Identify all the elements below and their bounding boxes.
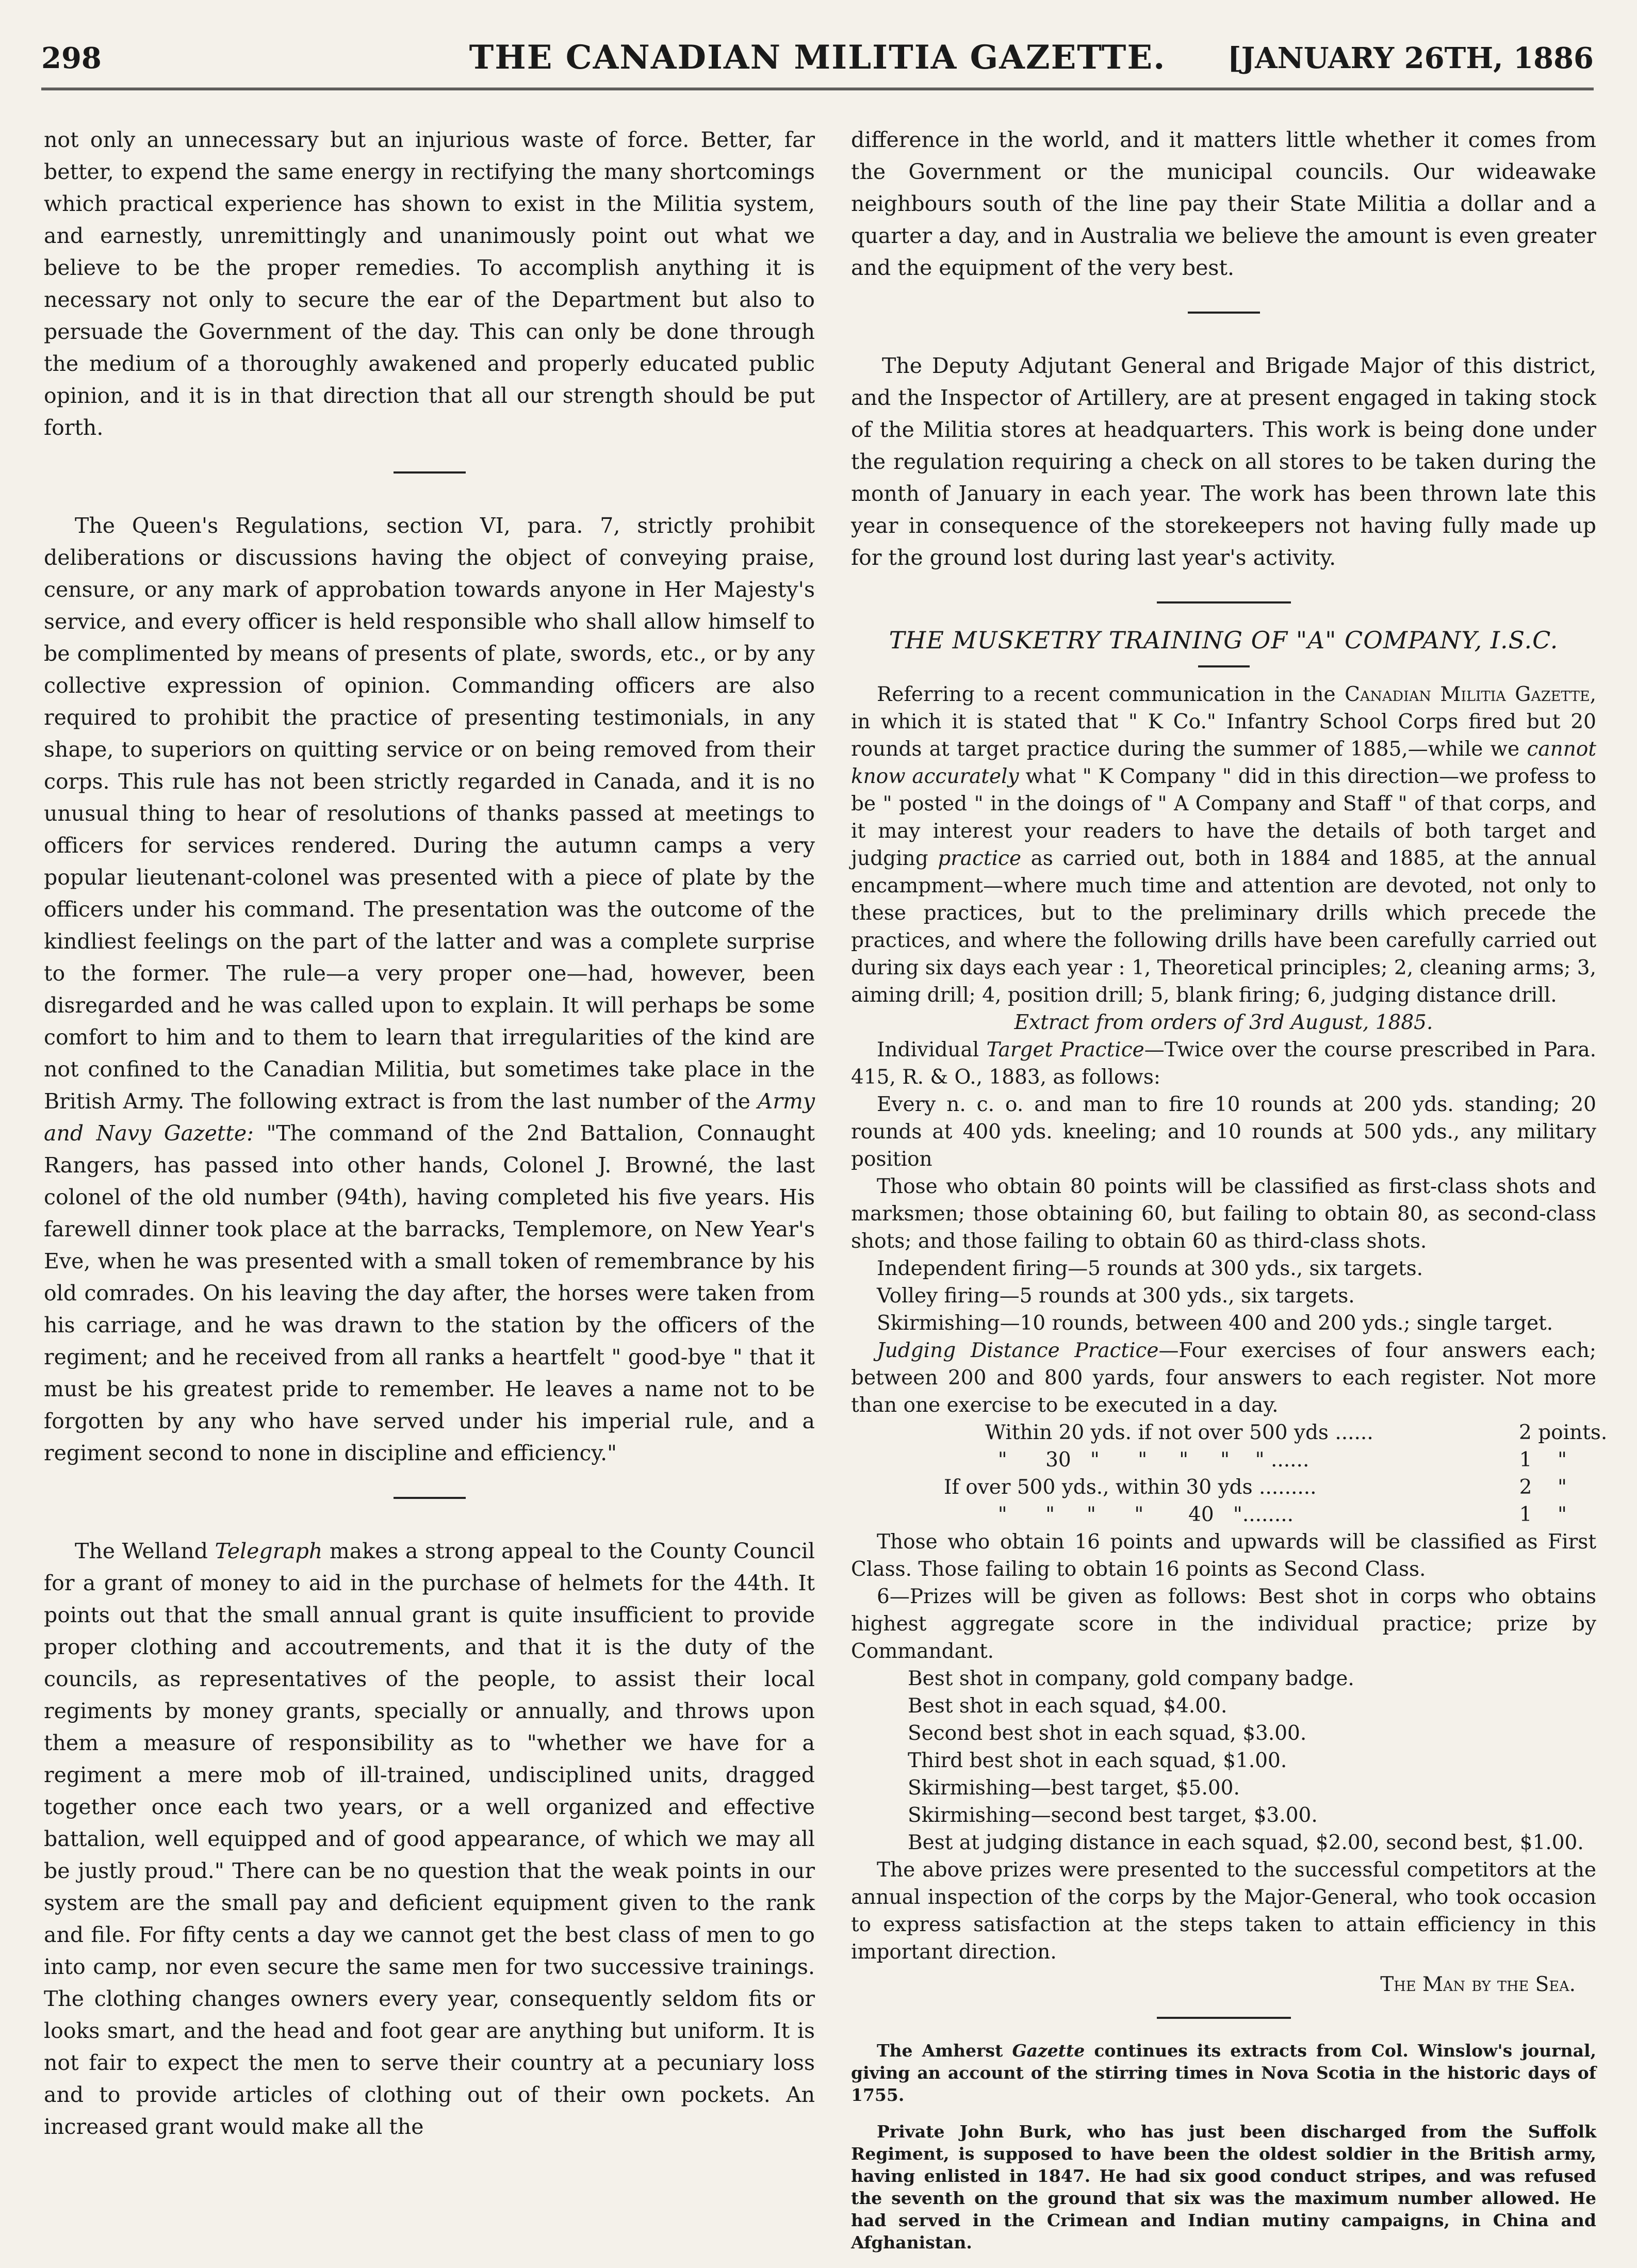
article-title: THE MUSKETRY TRAINING OF "A" COMPANY, I.S.C. bbox=[889, 626, 1559, 654]
prize-item: Best shot in each squad, $4.00. bbox=[908, 1694, 1227, 1718]
article-paragraph: Those who obtain 80 points will be classified as first-class shots and marksmen; those obtaining 60, but failing to obtain 80, as second-class shots; and those failing to obtain 60 as third-class shots. bbox=[851, 1175, 1596, 1253]
prize-item: Skirmishing—second best target, $3.00. bbox=[908, 1804, 1318, 1827]
extract-heading: Extract from orders of 3rd August, 1885. bbox=[1014, 1011, 1433, 1034]
scoring-condition: " 30 " " " " " ...... bbox=[985, 1448, 1309, 1472]
left-paragraph-2 bbox=[44, 510, 815, 1469]
musketry-article bbox=[851, 681, 1608, 1998]
news-note: Private John Burk, who has just been discharged from the Suffolk Regiment, is supposed to have been the oldest soldier in the British army, having enlisted in 1847. He had six good conduct stripes, and was refused the seventh on the ground that six was the maximum number allowed. He had served in the Crimean and Indian mutiny campaigns, in China and Afghanistan. bbox=[851, 2122, 1596, 2253]
title-divider bbox=[1198, 665, 1250, 667]
text-run: Referring to a recent communication in the bbox=[877, 683, 1336, 706]
italic-text-run: Telegraph bbox=[215, 1539, 323, 1563]
scoring-points: 2 " bbox=[1519, 1476, 1567, 1499]
scoring-points: 1 " bbox=[1519, 1448, 1567, 1472]
scoring-points: 1 " bbox=[1519, 1503, 1567, 1526]
scoring-row bbox=[851, 1501, 1596, 1528]
prize-item: Skirmishing—best target, $5.00. bbox=[908, 1776, 1240, 1800]
article-paragraph bbox=[851, 681, 1596, 1009]
article-paragraph: 6—Prizes will be given as follows: Best shot in corps who obtains highest aggregate score in the individual practice; prize by Commandant. bbox=[851, 1585, 1596, 1663]
italic-text-run: Army and Navy Gazette: bbox=[44, 1089, 815, 1146]
article-paragraph: The above prizes were presented to the successful competitors at the annual inspection of the corps by the Major-General, who took occasion to express satisfaction at the steps taken to attain efficiency in this important direction. bbox=[851, 1858, 1596, 1964]
article-paragraph bbox=[851, 1337, 1596, 1419]
scoring-condition: Within 20 yds. if not over 500 yds ...... bbox=[985, 1421, 1373, 1444]
right-paragraph-2: The Deputy Adjutant General and Brigade Major of this district, and the Inspector of Artillery, are at present engaged in taking stock of the Militia stores at headquarters. This work is being done under the regulation requiring a check on all stores to be taken during the month of January in each year. The work has been thrown late this year in consequence of the storekeepers not having fully made up for the ground lost during last year's activity. bbox=[851, 353, 1596, 570]
section-divider bbox=[1157, 601, 1291, 603]
text-run: Individual bbox=[877, 1038, 979, 1062]
article-paragraph: Every n. c. o. and man to fire 10 rounds at 200 yds. standing; 20 rounds at 400 yds. kneeling; and 10 rounds at 500 yds., any military position bbox=[851, 1093, 1596, 1171]
text-run: "The command of the 2nd Battalion, Connaught Rangers, has passed into other hands, Colonel J. Browné, the last colonel of the old number (94th), having completed his five years. His farewell dinner took place at the barracks, Templemore, on New Year's Eve, when he was presented with a small token of remembrance by his old comrades. On his leaving the day after, the horses were taken from his carriage, and he was drawn to the station by the officers of the regiment; and he received from all ranks a heartfelt " good-bye " that it must be his greatest pride to remember. He leaves a name not to be forgotten by any who have served under his imperial rule, and a regiment second to none in discipline and efficiency." bbox=[44, 1121, 815, 1465]
prize-list bbox=[851, 1665, 1596, 1856]
page-number: 298 bbox=[41, 41, 102, 75]
publication-title: THE CANADIAN MILITIA GAZETTE. bbox=[469, 38, 1166, 77]
prize-item: Third best shot in each squad, $1.00. bbox=[908, 1749, 1287, 1772]
article-paragraph: Skirmishing—10 rounds, between 400 and 200 yds.; single target. bbox=[877, 1312, 1553, 1335]
text-run: The Welland bbox=[75, 1539, 208, 1563]
scoring-table bbox=[851, 1419, 1608, 1528]
italic-text-run: cannot know accurately bbox=[851, 738, 1596, 788]
scoring-row bbox=[851, 1419, 1608, 1446]
scoring-points: 2 points. bbox=[1519, 1421, 1608, 1444]
text-run: , in which it is stated that " K Co." Infantry School Corps fired but 20 rounds at target practice during the summer of 1885,—while we bbox=[851, 683, 1596, 761]
article-paragraph: Volley firing—5 rounds at 300 yds., six targets. bbox=[877, 1284, 1355, 1308]
article-signature: The Man by the Sea. bbox=[1380, 1973, 1576, 1996]
text-run: —Four exercises of four answers each; between 200 and 800 yards, four answers to each register. Not more than one exercise to be executed in a day. bbox=[851, 1339, 1596, 1417]
text-run: what " K Company " did in this direction—we profess to be " posted " in the doings of " A Company and Staff " of that corps, and it may interest your readers to have the details of both target and judging bbox=[851, 765, 1596, 870]
text-run: continues its extracts from Col. Winslow's journal, giving an account of the stirring times in Nova Scotia in the historic days of 1755. bbox=[851, 2041, 1596, 2105]
article-paragraph bbox=[851, 1036, 1596, 1091]
left-column bbox=[44, 124, 815, 2143]
article-paragraph: Those who obtain 16 points and upwards will be classified as First Class. Those failing to obtain 16 points as Second Class. bbox=[851, 1530, 1596, 1581]
italic-text-run: practice bbox=[938, 847, 1022, 870]
section-divider bbox=[394, 1497, 466, 1499]
news-note bbox=[851, 2039, 1596, 2106]
prize-item: Best at judging distance in each squad, $2.00, second best, $1.00. bbox=[908, 1831, 1584, 1854]
left-paragraph-1: not only an unnecessary but an injurious waste of force. Better, far better, to expend the same energy in rectifying the many shortcomings which practical experience has shown to exist in the Militia system, and earnestly, unremittingly and unanimously point out what we believe to be the proper remedies. To accomplish anything it is necessary not only to secure the ear of the Department but also to persuade the Government of the day. This can only be done through the medium of a thoroughly awakened and properly educated public opinion, and it is in that direction that all our strength should be put forth. bbox=[44, 127, 815, 440]
text-run: as carried out, both in 1884 and 1885, at the annual encampment—where much time and attention are devoted, not only to these practices, but to the preliminary drills which precede the practices, and where the following drills have been carefully carried out during six days each year : 1, Theoretical principles; 2, cleaning arms; 3, aiming drill; 4, position drill; 5, blank firing; 6, judging distance drill. bbox=[851, 847, 1596, 1007]
scoring-row bbox=[851, 1474, 1596, 1501]
text-run: makes a strong appeal to the County Council for a grant of money to aid in the purchase of helmets for the 44th. It points out that the small annual grant is quite insufficient to provide proper clothing and accoutrements, and that it is the duty of the councils, as representatives of the people, to assist their local regiments by money grants, specially or annually, and throws upon them a measure of responsibility as to "whether we have for a regiment a mere mob of ill-trained, undisciplined units, dragged together once each two years, or a well organized and effective battalion, well equipped and of good appearance, of which we may all be justly proud." There can be no question that the weak points in our system are the small pay and deficient equipment given to the rank and file. For fifty cents a day we cannot get the best class of men to go into camp, nor even secure the same men for two successive trainings. The clothing changes owners every year, consequently seldom fits or looks smart, and the head and foot gear are anything but uniform. It is not fair to expect the men to serve their country at a pecuniary loss and to provide articles of clothing out of their own pockets. An increased grant would make all the bbox=[44, 1539, 815, 2139]
text-run: The Queen's Regulations, section VI, para. 7, strictly prohibit deliberations or discussions having the object of conveying praise, censure, or any mark of approbation towards anyone in Her Majesty's service, and every officer is held responsible who shall allow himself to be complimented by means of presents of plate, swords, etc., or by any collective expression of opinion. Commanding officers are also required to prohibit the practice of presenting testimonials, in any shape, to superiors on quitting service or on being removed from their corps. This rule has not been strictly regarded in Canada, and it is no unusual thing to hear of resolutions of thanks passed at meetings to officers for services rendered. During the autumn camps a very popular lieutenant-colonel was presented with a piece of plate by the officers under his command. The presentation was the outcome of the kindliest feelings on the part of the latter and was a complete surprise to the former. The rule—a very proper one—had, however, been disregarded and he was called upon to explain. It will perhaps be some comfort to him and to them to learn that irregularities of the kind are not confined to the Canadian Militia, but sometimes take place in the British Army. The following extract is from the last number of the bbox=[44, 513, 815, 1114]
section-divider bbox=[1188, 312, 1260, 314]
italic-text-run: Judging Distance Practice bbox=[877, 1339, 1159, 1362]
page-header bbox=[41, 31, 1594, 90]
right-column bbox=[851, 124, 1608, 2268]
issue-date: [JANUARY 26TH, 1886 bbox=[1227, 41, 1594, 75]
smallcaps-text-run: Canadian Militia Gazette bbox=[1345, 683, 1590, 706]
right-paragraph-1: difference in the world, and it matters little whether it comes from the Government or the municipal councils. Our wideawake neighbours south of the line pay their State Militia a dollar and a quarter a day, and in Australia we believe the amount is even greater and the equipment of the very best. bbox=[851, 127, 1596, 280]
italic-text-run: Target Practice bbox=[986, 1038, 1144, 1062]
scoring-condition: " " " " 40 "........ bbox=[985, 1503, 1294, 1526]
scoring-row bbox=[851, 1446, 1596, 1474]
text-run: The Amherst bbox=[877, 2041, 1003, 2061]
news-notes bbox=[851, 2039, 1596, 2254]
prize-item: Second best shot in each squad, $3.00. bbox=[908, 1722, 1307, 1745]
section-divider bbox=[1157, 2017, 1291, 2019]
left-paragraph-3 bbox=[44, 1535, 815, 2143]
prize-item: Best shot in company, gold company badge. bbox=[908, 1667, 1354, 1690]
scoring-condition: If over 500 yds., within 30 yds ......... bbox=[944, 1476, 1317, 1499]
text-run: —Twice over the course prescribed in Para. 415, R. & O., 1883, as follows: bbox=[851, 1038, 1596, 1089]
section-divider bbox=[394, 471, 466, 474]
article-paragraph: Independent firing—5 rounds at 300 yds., six targets. bbox=[877, 1257, 1423, 1280]
italic-text-run: Gazette bbox=[1012, 2041, 1085, 2061]
